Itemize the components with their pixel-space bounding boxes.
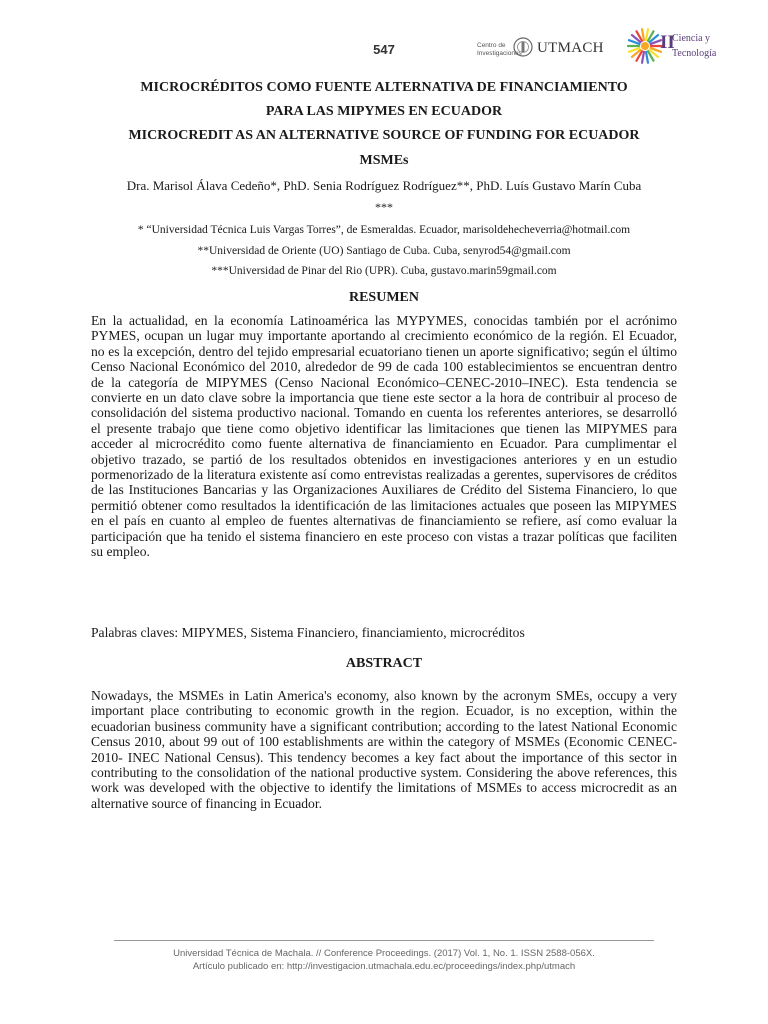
conference-logo-line1: Ciencia y <box>672 33 711 44</box>
title-es-line2: PARA LAS MIPYMES EN ECUADOR <box>265 104 503 119</box>
utmach-seal-icon <box>513 37 533 57</box>
logo-ray <box>642 52 644 63</box>
abstract-heading: ABSTRACT <box>345 656 423 671</box>
affiliation: ***Universidad de Pinar del Rio (UPR). Cuba, gustavo.marin59gmail.com <box>211 265 557 277</box>
conference-logo-roman: II <box>660 32 675 53</box>
institution-logo-text: UTMACH <box>537 40 604 56</box>
resumen-text: En la actualidad, en la economía Latinoamérica las MYPYMES, conocidas también por el acrónimo PYMES, ocupan un lugar muy importante aportando al crecimiento económico de la región. El Ecuador, no es la excepción, dentro del tejido empresarial ecuatoriano tienen un aporte significativo; según el último Censo Nacional Económico del 2010, alrededor de 99 de cada 100 establecimientos se encuentran dentro de la categoría de MIPYMES (Censo Nacional Económico–CENEC-2010–INEC). Esta tendencia se convierte en un dato clave sobre la importancia que tiene este sector a la hora de contribuir al proceso de consolidación del sistema productivo nacional. Tomando en cuenta los referentes anteriores, se desarrolló el presente trabajo que tiene como objetivo identificar las limitaciones que tienen las MIPYMES para acceder al microcrédito como fuente alternativa de financiamiento en Ecuador. Para cumplimentar el objetivo trazado, se partió de los resultados obtenidos en investigaciones anteriores y en un estudio pormenorizado de la literatura existente así como entrevistas realizadas a gerentes, supervisores de créditos de las Instituciones Bancarias y las Organizaciones Auxiliares de Crédito del Sistema Financiero, lo que permitió obtener como resultados la identificación de las limitaciones actuales que poseen las MIPYMES en el país en cuanto al empleo de fuentes alternativas de financiamiento se refiere, así como evaluar la participación que ha tenido el sistema financiero en este proceso con vistas a trazar políticas que faciliten su empleo. <box>91 313 677 560</box>
title-en-line2: MSMEs <box>359 153 409 168</box>
title-es-line1: MICROCRÉDITOS COMO FUENTE ALTERNATIVA DE FINANCIAMIENTO <box>140 80 628 95</box>
logo-ray <box>646 52 648 63</box>
logo-ray <box>646 29 648 40</box>
conference-logo-line2: Tecnología <box>672 48 717 59</box>
footer-divider <box>114 940 654 941</box>
page-number: 547 <box>373 42 395 57</box>
logo-ray <box>642 29 644 40</box>
authors: Dra. Marisol Álava Cedeño*, PhD. Senia Rodríguez Rodríguez**, PhD. Luís Gustavo Marín Cuba <box>126 178 642 193</box>
logo-center <box>641 42 649 50</box>
conference-logo-icon <box>626 27 664 65</box>
centro-investigaciones-label: Centro de Investigaciones <box>477 42 522 57</box>
abstract-text: Nowadays, the MSMEs in Latin America's economy, also known by the acronym SMEs, occupy a very important place contributing to economic growth in the region. Ecuador, is no exception, within the ecuadorian business community have a significant contribution; according to the latest National Economic Census 2010, about 99 out of 100 establishments are within the category of MSMEs (Economic CENEC-2010- INEC National Census). This tendency becomes a key fact about the importance of this sector in contributing to the consolidation of the national productive system. Considering the above references, this work was developed with the objective to identify the limitations of MSMEs to access microcredit as an alternative source of financing in Ecuador. <box>91 688 677 811</box>
footer-url: Artículo publicado en: http://investigacion.utmachala.edu.ec/proceedings/index.php/utmach <box>192 961 576 972</box>
resumen-heading: RESUMEN <box>348 290 419 305</box>
keywords: Palabras claves: MIPYMES, Sistema Financiero, financiamiento, microcréditos <box>91 625 525 640</box>
footer-citation: Universidad Técnica de Machala. // Conference Proceedings. (2017) Vol. 1, No. 1. ISSN 2588-056X. <box>173 948 595 959</box>
affiliation: **Universidad de Oriente (UO) Santiago de Cuba. Cuba, senyrod54@gmail.com <box>197 245 571 257</box>
affiliation: * “Universidad Técnica Luis Vargas Torres”, de Esmeraldas. Ecuador, marisoldehecheverria@hotmail.com <box>137 224 631 236</box>
separator: *** <box>375 200 393 214</box>
title-en-line1: MICROCREDIT AS AN ALTERNATIVE SOURCE OF FUNDING FOR ECUADOR <box>128 128 640 143</box>
